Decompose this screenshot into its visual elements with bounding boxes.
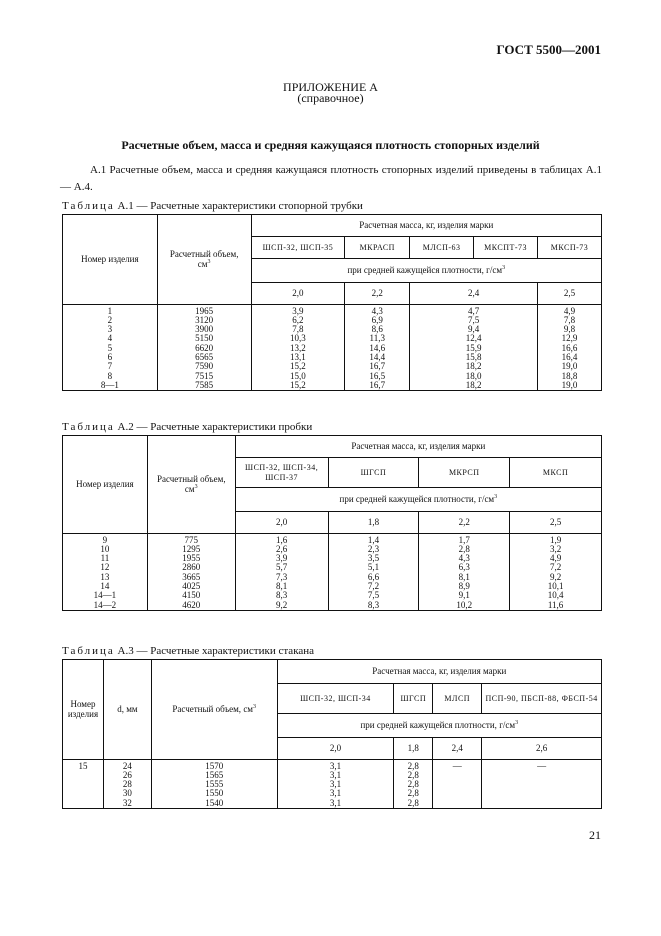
table3-mass: 3,1 — [277, 771, 394, 780]
table2-number: 14—2 — [63, 601, 148, 611]
appendix-subtitle: (справочное) — [297, 91, 364, 105]
table1-number: 6 — [63, 353, 158, 362]
table3 — [62, 659, 602, 809]
table2-mass: 2,6 — [235, 545, 328, 554]
table3-density: 2,0 — [277, 738, 394, 760]
table1-caption: Таблица А.1 — Расчетные характеристики стопорной трубки — [62, 200, 363, 212]
table2-mass: 7,2 — [510, 563, 602, 572]
table2-mass: 3,5 — [328, 554, 419, 563]
table3-dash: — — [433, 762, 482, 771]
table2-mass: 10,4 — [510, 591, 602, 600]
table2-volume: 4025 — [147, 582, 235, 591]
table1-mass: 15,2 — [251, 362, 345, 371]
table1-number: 8—1 — [63, 381, 158, 391]
table1-row — [63, 344, 602, 353]
table3-mass: 3,1 — [277, 762, 394, 771]
table3-col-number: Номер изделия — [63, 660, 104, 760]
table1-mass: 7,8 — [251, 325, 345, 334]
table1-mark: МЛСП-63 — [410, 237, 474, 259]
table2-row — [63, 573, 602, 582]
table3-mass — [482, 780, 602, 789]
table2-row — [63, 601, 602, 611]
table2-number: 10 — [63, 545, 148, 554]
table1-volume: 5150 — [157, 334, 251, 343]
table1-volume: 6620 — [157, 344, 251, 353]
table2-mass: 7,5 — [328, 591, 419, 600]
table3-mass: 2,8 — [394, 762, 433, 771]
intro-paragraph: А.1 Расчетные объем, масса и средняя кажущаяся плотность стопорных изделий приведены в таблицах А.1 — А.4. — [60, 164, 602, 193]
table1-mass: 15,2 — [251, 381, 345, 391]
table1-mass: 15,9 — [410, 344, 538, 353]
table3-volume: 1550 — [151, 789, 277, 798]
table1-density: 2,0 — [251, 283, 345, 305]
table3-mass — [482, 771, 602, 780]
table3-volume: 1555 — [151, 780, 277, 789]
table2-mass: 3,9 — [235, 554, 328, 563]
table2-caption: Таблица А.2 — Расчетные характеристики пробки — [62, 421, 313, 433]
page-number: 21 — [589, 828, 601, 842]
table1-row — [63, 381, 602, 391]
table1-body — [63, 305, 602, 391]
table2-number: 11 — [63, 554, 148, 563]
table2 — [62, 435, 602, 611]
table1-density: 2,4 — [410, 283, 538, 305]
table2-mass: 7,3 — [235, 573, 328, 582]
table1-mass: 16,7 — [345, 362, 410, 371]
table3-caption: Таблица А.3 — Расчетные характеристики стакана — [62, 645, 315, 657]
table3-mass — [433, 780, 482, 789]
table1-mass: 3,9 — [251, 307, 345, 316]
table1-volume: 7515 — [157, 372, 251, 381]
table1-row — [63, 325, 602, 334]
table2-volume: 3665 — [147, 573, 235, 582]
table2-mass: 8,1 — [419, 573, 510, 582]
table1-mass: 16,7 — [345, 381, 410, 391]
table3-mass — [482, 799, 602, 809]
table1-mark: МКРАСП — [345, 237, 410, 259]
table3-volume: 1540 — [151, 799, 277, 809]
table3-number: 15 — [63, 762, 104, 771]
table3-mass: 2,8 — [394, 771, 433, 780]
table1-number: 5 — [63, 344, 158, 353]
table1-number: 1 — [63, 307, 158, 316]
table1-mark: МКСП-73 — [538, 237, 602, 259]
table2-row — [63, 554, 602, 563]
table1-mass: 18,2 — [410, 362, 538, 371]
table3-density: 1,8 — [394, 738, 433, 760]
table3-mass: 2,8 — [394, 789, 433, 798]
table1-mass: 8,6 — [345, 325, 410, 334]
table1-mass: 12,9 — [538, 334, 602, 343]
table1-density-label: при средней кажущейся плотности, $г/см^3$ — [251, 259, 601, 283]
table1-row — [63, 316, 602, 325]
table1-mass: 6,2 — [251, 316, 345, 325]
table3-mass: 3,1 — [277, 780, 394, 789]
table1 — [62, 214, 602, 391]
table2-mark: ШГСП — [328, 458, 419, 488]
table2-mass: 1,7 — [419, 536, 510, 545]
table1-number: 8 — [63, 372, 158, 381]
table2-mass: 8,3 — [328, 601, 419, 611]
table2-number: 14 — [63, 582, 148, 591]
table1-mark: ШСП-32, ШСП-35 — [251, 237, 345, 259]
table2-mass: 6,3 — [419, 563, 510, 572]
table1-mass: 10,3 — [251, 334, 345, 343]
table3-mark: МЛСП — [433, 684, 482, 714]
table1-row — [63, 372, 602, 381]
table1-mass: 13,2 — [251, 344, 345, 353]
table1-number: 7 — [63, 362, 158, 371]
table3-mark: ШСП-32, ШСП-34 — [277, 684, 394, 714]
table1-mark: МКСПТ-73 — [474, 237, 538, 259]
table3-number — [63, 799, 104, 809]
table1-number: 4 — [63, 334, 158, 343]
table3-mark: ШГСП — [394, 684, 433, 714]
table2-mass: 10,1 — [510, 582, 602, 591]
table3-mass: 2,8 — [394, 780, 433, 789]
table2-body — [63, 534, 602, 611]
table3-mass — [433, 771, 482, 780]
table2-density-label: при средней кажущейся плотности, $г/см^3$ — [235, 488, 601, 512]
table1-mass: 18,8 — [538, 372, 602, 381]
table2-mark: МКСП — [510, 458, 602, 488]
table2-volume: 775 — [147, 536, 235, 545]
table2-number: 14—1 — [63, 591, 148, 600]
table2-mass: 1,6 — [235, 536, 328, 545]
table2-mass: 3,2 — [510, 545, 602, 554]
table2-mass: 8,1 — [235, 582, 328, 591]
table3-col-volume: Расчетный объем, $см^3$ — [151, 660, 277, 760]
table3-diameter: 28 — [103, 780, 151, 789]
table1-mass: 7,5 — [410, 316, 538, 325]
table2-row — [63, 582, 602, 591]
table2-volume: 2860 — [147, 563, 235, 572]
table2-col-volume: Расчетный объем, $см^3$ — [147, 436, 235, 534]
standard-number: ГОСТ 5500—2001 — [496, 42, 601, 57]
table2-mark: ШСП-32, ШСП-34, ШСП-37 — [235, 458, 328, 488]
table3-mass — [433, 799, 482, 809]
table1-mass: 14,6 — [345, 344, 410, 353]
table2-mass: 1,9 — [510, 536, 602, 545]
table1-volume: 3900 — [157, 325, 251, 334]
table3-density: 2,4 — [433, 738, 482, 760]
table1-mass: 12,4 — [410, 334, 538, 343]
table3-density: 2,6 — [482, 738, 602, 760]
table3-mass — [482, 789, 602, 798]
table2-mass: 7,2 — [328, 582, 419, 591]
table1-mass: 11,3 — [345, 334, 410, 343]
table2-row — [63, 536, 602, 545]
table1-mass: 16,4 — [538, 353, 602, 362]
table1-row — [63, 307, 602, 316]
table1-row — [63, 362, 602, 371]
table3-diameter: 30 — [103, 789, 151, 798]
table2-mass: 4,3 — [419, 554, 510, 563]
table2-mass: 10,2 — [419, 601, 510, 611]
table2-mass: 9,1 — [419, 591, 510, 600]
table1-mass: 9,8 — [538, 325, 602, 334]
table2-volume: 4620 — [147, 601, 235, 611]
table1-volume: 3120 — [157, 316, 251, 325]
table2-mass: 9,2 — [510, 573, 602, 582]
table2-row — [63, 563, 602, 572]
table1-mass: 4,3 — [345, 307, 410, 316]
table2-density: 2,0 — [235, 512, 328, 534]
table3-diameter: 24 — [103, 762, 151, 771]
table2-volume: 1955 — [147, 554, 235, 563]
table3-volume: 1565 — [151, 771, 277, 780]
table1-mass: 16,6 — [538, 344, 602, 353]
table3-mass — [433, 789, 482, 798]
table1-mass: 6,9 — [345, 316, 410, 325]
table1-mass: 15,8 — [410, 353, 538, 362]
table2-mass: 2,8 — [419, 545, 510, 554]
section-heading: Расчетные объем, масса и средняя кажущаяся плотность стопорных изделий — [121, 138, 540, 152]
table3-col-d: d, мм — [103, 660, 151, 760]
appendix-title: ПРИЛОЖЕНИЕ А — [283, 80, 378, 94]
table3-body — [63, 760, 602, 809]
table2-row — [63, 591, 602, 600]
table3-mark: ПСП-90, ПБСП-88, ФБСП-54 — [482, 684, 602, 714]
table3-number — [63, 771, 104, 780]
table1-mass: 13,1 — [251, 353, 345, 362]
table1-number: 2 — [63, 316, 158, 325]
table2-mass: 1,4 — [328, 536, 419, 545]
table2-number: 9 — [63, 536, 148, 545]
table2-mass: 8,9 — [419, 582, 510, 591]
table2-mass: 11,6 — [510, 601, 602, 611]
table2-volume: 1295 — [147, 545, 235, 554]
table3-number — [63, 789, 104, 798]
table1-mass: 16,5 — [345, 372, 410, 381]
table3-mass: 3,1 — [277, 789, 394, 798]
table2-mass: 4,9 — [510, 554, 602, 563]
table2-mark: МКРСП — [419, 458, 510, 488]
table3-mass: 3,1 — [277, 799, 394, 809]
table2-col-number: Номер изделия — [63, 436, 148, 534]
table3-dash: — — [482, 762, 602, 771]
table1-mass-header: Расчетная масса, кг, изделия марки — [251, 215, 601, 237]
table3-diameter: 26 — [103, 771, 151, 780]
table1-mass: 18,0 — [410, 372, 538, 381]
table2-mass: 9,2 — [235, 601, 328, 611]
table2-mass: 8,3 — [235, 591, 328, 600]
table1-volume: 7585 — [157, 381, 251, 391]
table2-density: 2,5 — [510, 512, 602, 534]
table3-density-label: при средней кажущейся плотности, $г/см^3$ — [277, 714, 601, 738]
table1-row — [63, 334, 602, 343]
table1-col-volume: Расчетный объем, $см^3$ — [157, 215, 251, 305]
table2-density: 1,8 — [328, 512, 419, 534]
table1-row — [63, 353, 602, 362]
table3-row — [63, 799, 602, 809]
table1-volume: 7590 — [157, 362, 251, 371]
table2-volume: 4150 — [147, 591, 235, 600]
table1-mass: 4,9 — [538, 307, 602, 316]
table2-number: 13 — [63, 573, 148, 582]
table1-mass: 7,8 — [538, 316, 602, 325]
table1-mass: 14,4 — [345, 353, 410, 362]
table1-mass: 4,7 — [410, 307, 538, 316]
table1-mass: 19,0 — [538, 381, 602, 391]
table3-mass: 2,8 — [394, 799, 433, 809]
table2-mass-header: Расчетная масса, кг, изделия марки — [235, 436, 601, 458]
table1-volume: 6565 — [157, 353, 251, 362]
table2-number: 12 — [63, 563, 148, 572]
table2-mass: 6,6 — [328, 573, 419, 582]
table3-mass-header: Расчетная масса, кг, изделия марки — [277, 660, 601, 684]
table1-density: 2,5 — [538, 283, 602, 305]
table3-diameter: 32 — [103, 799, 151, 809]
table2-density: 2,2 — [419, 512, 510, 534]
table2-mass: 2,3 — [328, 545, 419, 554]
table2-mass: 5,1 — [328, 563, 419, 572]
table1-mass: 9,4 — [410, 325, 538, 334]
table1-mass: 18,2 — [410, 381, 538, 391]
table1-mass: 19,0 — [538, 362, 602, 371]
table3-volume: 1570 — [151, 762, 277, 771]
table1-density: 2,2 — [345, 283, 410, 305]
table1-col-number: Номер изделия — [63, 215, 158, 305]
table3-number — [63, 780, 104, 789]
table1-volume: 1965 — [157, 307, 251, 316]
table1-mass: 15,0 — [251, 372, 345, 381]
table2-row — [63, 545, 602, 554]
table2-mass: 5,7 — [235, 563, 328, 572]
table1-number: 3 — [63, 325, 158, 334]
